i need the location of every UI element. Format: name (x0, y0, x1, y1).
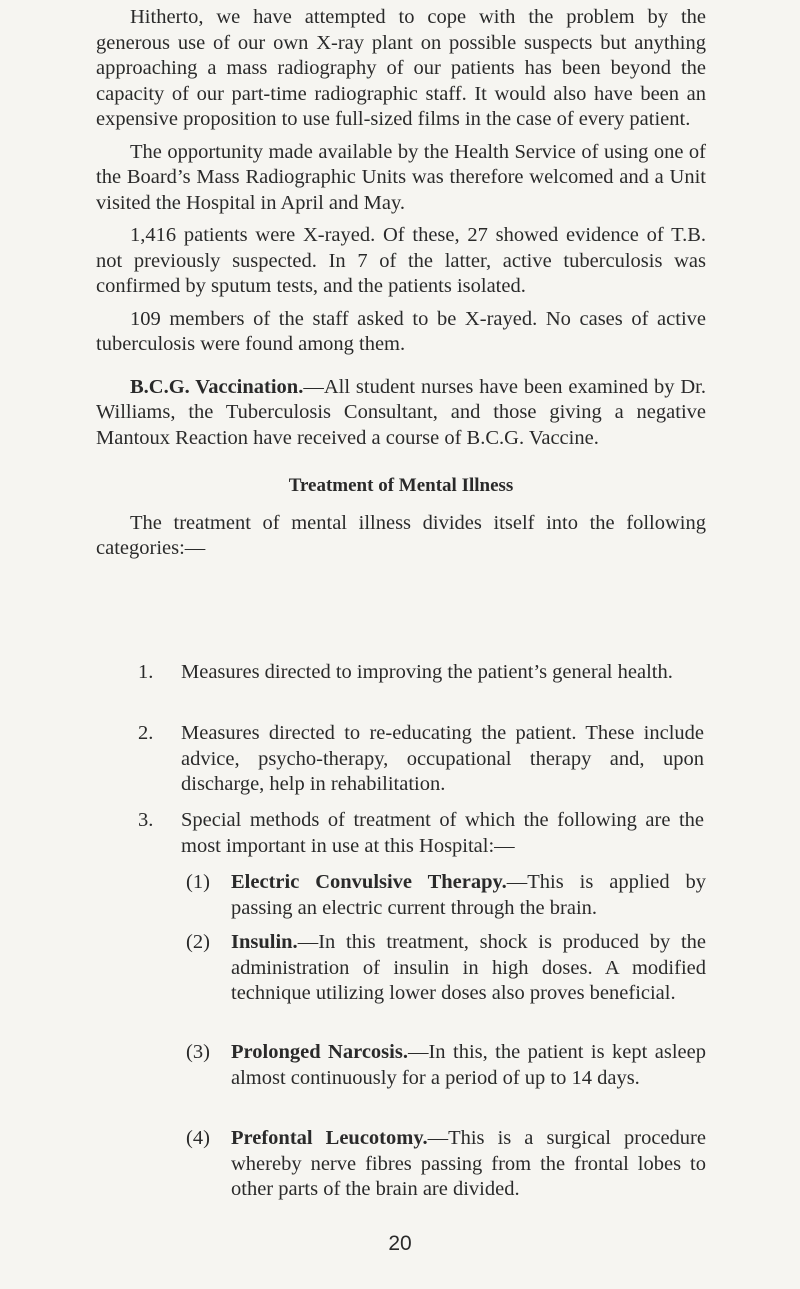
method-lead: Electric Convulsive Therapy. (231, 871, 507, 893)
category-item-1 (138, 660, 704, 686)
method-number: (1) (186, 871, 210, 893)
method-lead: Prolonged Narcosis. (231, 1041, 408, 1063)
paragraph-intro: The treatment of mental illness divides itself into the following categories:— (96, 511, 706, 559)
page-number: 20 (388, 1232, 412, 1255)
section-heading: Treatment of Mental Illness (288, 475, 514, 496)
method-item-2 (186, 930, 706, 1007)
method-text: Insulin.—In this treatment, shock is produced by the administration of insulin in high doses. A modified technique utilizing lower doses also proves beneficial. (231, 931, 706, 1004)
paragraph-bcg (96, 375, 706, 452)
bcg-lead: B.C.G. Vaccination. (130, 375, 304, 398)
paragraph-health-service: The opportunity made available by the Health Service of using one of the Board’s Mass Radiographic Units was therefore welcomed and a Unit visited the Hospital in April and May. (96, 140, 706, 214)
main-text (96, 5, 706, 562)
category-number: 3. (138, 809, 154, 831)
paragraph-xray-plant: Hitherto, we have attempted to cope with the problem by the generous use of our own X-ray plant on possible suspects but anything approaching a mass radiography of our patients has been beyond the capacity of our part-time radiographic staff. It would also have been an expensive proposition to use full-sized films in the case of every patient. (96, 6, 706, 130)
category-number: 1. (138, 661, 154, 683)
method-item-3 (186, 1040, 706, 1091)
method-text: Prolonged Narcosis.—In this, the patient is kept asleep almost continuously for a period of up to 14 days. (231, 1041, 706, 1089)
method-number: (3) (186, 1041, 210, 1063)
method-number: (2) (186, 931, 210, 953)
bcg-text: —All student nurses have been examined by Dr. Williams, the Tuberculosis Consultant, and those giving a negative Mantoux Reaction have received a course of B.C.G. Vaccine. (96, 375, 706, 449)
category-text: Measures directed to improving the patient’s general health. (181, 661, 673, 683)
method-text: Electric Convulsive Therapy.—This is applied by passing an electric current through the brain. (231, 871, 706, 919)
category-item-2 (138, 721, 704, 798)
paragraph-staff-xrayed: 109 members of the staff asked to be X-rayed. No cases of active tuberculosis were found among them. (96, 307, 706, 355)
method-number: (4) (186, 1127, 210, 1149)
category-number: 2. (138, 722, 154, 744)
category-item-3 (138, 808, 704, 859)
method-lead: Prefontal Leucotomy. (231, 1127, 428, 1149)
method-item-4 (186, 1126, 706, 1203)
method-item-1 (186, 870, 706, 921)
category-text: Measures directed to re-educating the patient. These include advice, psycho-therapy, occupational therapy and, upon discharge, help in rehabilitation. (181, 722, 704, 795)
category-text: Special methods of treatment of which the following are the most important in use at this Hospital:— (181, 809, 704, 857)
method-text: Prefontal Leucotomy.—This is a surgical procedure whereby nerve fibres passing from the frontal lobes to other parts of the brain are divided. (231, 1127, 706, 1200)
paragraph-patients-xrayed: 1,416 patients were X-rayed. Of these, 27 showed evidence of T.B. not previously suspected. In 7 of the latter, active tuberculosis was confirmed by sputum tests, and the patients isolated. (96, 224, 706, 297)
method-lead: Insulin. (231, 931, 298, 953)
